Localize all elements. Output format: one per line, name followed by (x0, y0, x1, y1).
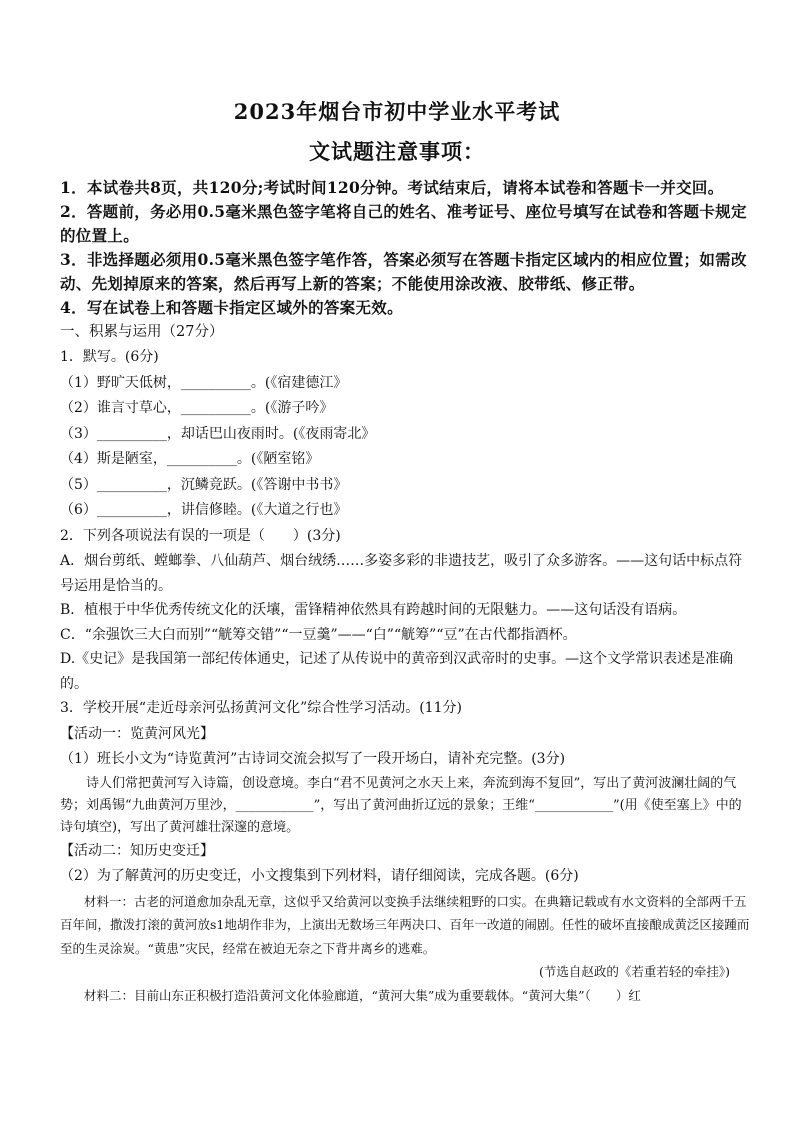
question-stem: 1．默写。(6分) (60, 349, 159, 365)
question-stem: 3．学校开展“走近母亲河弘扬黄河文化”综合性学习活动。(11分) (60, 700, 462, 716)
fill-item: （1）野旷天低树，__________。(《宿建德江》 (60, 374, 348, 391)
passage-paragraph: 诗人们常把黄河写入诗篇，创设意境。李白“君不见黄河之水天上来，奔流到海不复回”，写出了黄河波澜壮阔的气势；刘禹锡“九曲黄河万里沙，____________”，写出了黄河曲折辽远的景象；王维“____________”(用《使至塞上》中的诗句填空)，写出了黄河雄壮深邃的意境。 (60, 775, 742, 835)
activity-heading: 【活动二：知历史变迁】 (60, 842, 214, 859)
question-1 (60, 345, 750, 524)
fill-item: （4）斯是陋室，__________。(《陋室铭》 (60, 451, 320, 467)
fill-item: （6）__________，讲信修睦。(《大道之行也》 (60, 502, 348, 518)
note-item: 3．非选择题必须用0.5毫米黑色签字笔作答，答案必须写在答题卡指定区域内的相应位置；如需改动、先划掉原来的答案，然后再写上新的答案；不能使用涂改液、胶带纸、修正带。 (60, 250, 747, 293)
question-3 (60, 696, 750, 1008)
section-heading: 一、积累与运用（27分） (60, 324, 224, 340)
sub-question: （2）为了解黄河的历史变迁，小文搜集到下列材料，请仔细阅读，完成各题。(6分) (60, 868, 579, 884)
fill-item: （3）__________，却话巴山夜雨时。(《夜雨寄北》 (60, 425, 376, 442)
note-item: 2．答题前，务必用0.5毫米黑色签字笔将自己的姓名、准考证号、座位号填写在试卷和答题卡规定的位置上。 (60, 202, 747, 245)
note-item: 1．本试卷共8页，共120分;考试时间120分钟。考试结束后，请将本试卷和答题卡一并交回。 (60, 178, 724, 197)
notes-block (60, 176, 750, 320)
note-item: 4．写在试卷上和答题卡指定区域外的答案无效。 (60, 298, 403, 317)
question-stem: 2．下列各项说法有误的一项是（ ）(3分) (60, 527, 341, 544)
material-source: (节选自赵政的《若重若轻的牵挂》) (538, 964, 730, 979)
option-a: A．烟台剪纸、螳螂拳、八仙葫芦、烟台绒绣……多姿多彩的非遗技艺，吸引了众多游客。——这句话中标点符号运用是恰当的。 (60, 553, 743, 594)
exam-subtitle: 文试题注意事项： (309, 139, 485, 164)
option-d: D.《史记》是我国第一部纪传体通史，记述了从传说中的黄帝到汉武帝时的史事。—这个文学常识表述是准确的。 (60, 651, 734, 692)
exam-content (60, 176, 750, 1008)
material-one: 材料一：古老的河道愈加杂乱无章，这似乎又给黄河以变换手法继续粗野的口实。在典籍记载或有水文资料的全部两千五百年间，撒泼打滚的黄河放s1地胡作非为，上演出无数场三年两决口、百年一改道的闹剧。任性的破坏直接酿成黄泛区接踵而至的生灵涂炭。“黄患”灾民，经常在被迫无奈之下背井离乡的逃难。 (60, 893, 750, 956)
material-two: 材料二：目前山东正积极打造沿黄河文化体验廊道，“黄河大集”成为重要载体。“黄河大集”（ ）红 (84, 988, 641, 1003)
option-c: C．“余强饮三大白而别”“觥筹交错”“一豆羹”——“白”“觥筹”“豆”在古代都指酒杯。 (60, 626, 577, 643)
exam-title: 2023年烟台市初中学业水平考试 (233, 99, 561, 124)
activity-heading: 【活动一：览黄河风光】 (60, 725, 214, 742)
fill-item: （5）__________，沉鳞竞跃。(《答谢中书书》 (60, 476, 348, 493)
question-2 (60, 524, 750, 697)
option-b: B．植根于中华优秀传统文化的沃壤，雷锋精神依然具有跨越时间的无限魅力。——这句话没有语病。 (60, 602, 687, 618)
sub-question: （1）班长小文为“诗览黄河”古诗词交流会拟写了一段开场白，请补充完整。(3分) (60, 751, 566, 767)
fill-item: （2）谁言寸草心，__________。(《游子吟》 (60, 400, 334, 416)
